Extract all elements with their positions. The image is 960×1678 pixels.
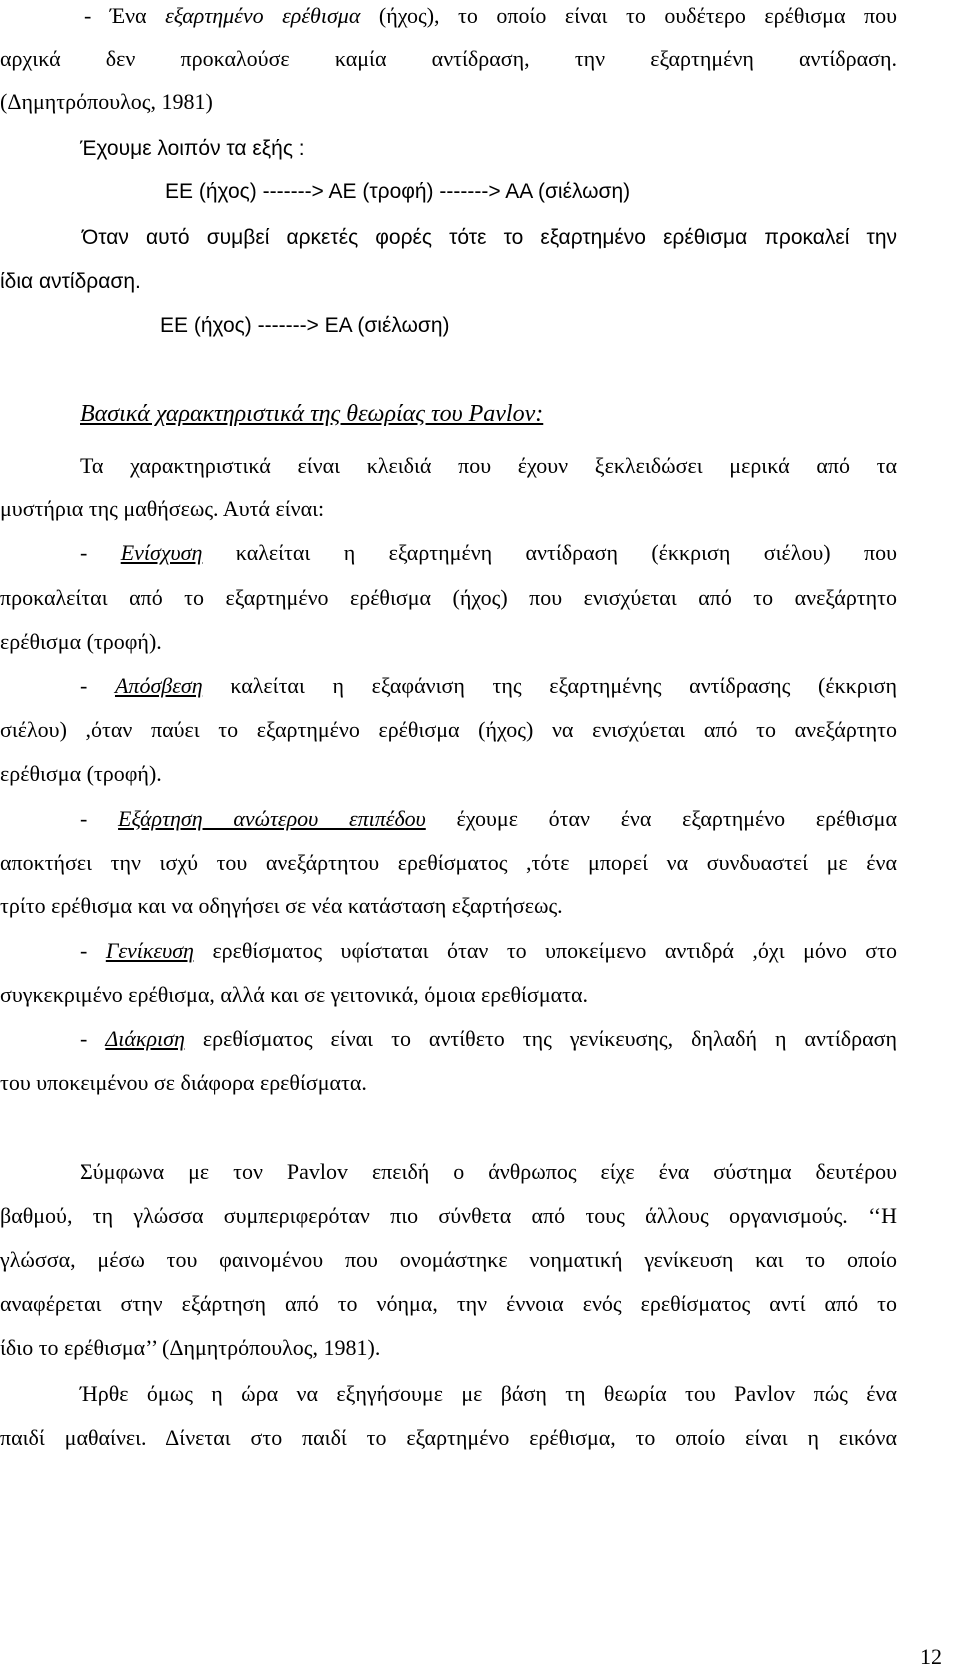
text-line: γλώσσα, μέσω του φαινομένου που ονομάστηκε νοηματική γενίκευση και το οποίο bbox=[0, 1247, 897, 1272]
section-heading: Βασικά χαρακτηριστικά της θεωρίας του Pavlov: bbox=[80, 401, 544, 427]
text-line: Έχουμε λοιπόν τα εξής : bbox=[80, 137, 305, 160]
text-line: ίδιο το ερέθισμα’’ (Δημητρόπουλος, 1981). bbox=[0, 1335, 381, 1360]
formula-line: ΕΕ (ήχος) -------> ΕΑ (σιέλωση) bbox=[160, 314, 450, 337]
citation: (Δημητρόπουλος, 1981) bbox=[0, 89, 213, 114]
text-line: τρίτο ερέθισμα και να οδηγήσει σε νέα κατάσταση εξαρτήσεως. bbox=[0, 893, 563, 918]
text-line: αρχικά δεν προκαλούσε καμία αντίδραση, την εξαρτημένη αντίδραση. bbox=[0, 46, 897, 71]
text-line: - Ένα εξαρτημένο ερέθισμα (ήχος), το οποίο είναι το ουδέτερο ερέθισμα που bbox=[84, 3, 897, 28]
text-line: ερέθισμα (τροφή). bbox=[0, 629, 162, 654]
text-line: αναφέρεται στην εξάρτηση από το νόημα, την έννοια ενός ερεθίσματος αντί από το bbox=[0, 1291, 897, 1316]
text-line: Τα χαρακτηριστικά είναι κλειδιά που έχουν ξεκλειδώσει μερικά από τα bbox=[80, 453, 897, 478]
text-line: συγκεκριμένο ερέθισμα, αλλά και σε γειτονικά, όμοια ερεθίσματα. bbox=[0, 982, 589, 1007]
text-line: παιδί μαθαίνει. Δίνεται στο παιδί το εξαρτημένο ερέθισμα, το οποίο είναι η εικόνα bbox=[0, 1425, 897, 1450]
text-line: Σύμφωνα με τον Pavlov επειδή ο άνθρωπος είχε ένα σύστημα δευτέρου bbox=[80, 1159, 897, 1184]
text-line: βαθμού, τη γλώσσα συμπεριφερόταν πιο σύνθετα από τους άλλους οργανισμούς. ‘‘Η bbox=[0, 1203, 897, 1228]
text-line: του υποκειμένου σε διάφορα ερεθίσματα. bbox=[0, 1070, 367, 1095]
list-item-generalization: - Γενίκευση ερεθίσματος υφίσταται όταν το υποκείμενο αντιδρά ,όχι μόνο στο bbox=[80, 938, 898, 963]
text-line: ερέθισμα (τροφή). bbox=[0, 761, 162, 786]
text-line: σιέλου) ,όταν παύει το εξαρτημένο ερέθισμα (ήχος) να ενισχύεται από το ανεξάρτητο bbox=[0, 717, 897, 742]
list-item-reinforcement: - Ενίσχυση καλείται η εξαρτημένη αντίδραση (έκκριση σιέλου) που bbox=[80, 540, 898, 565]
text-line: προκαλείται από το εξαρτημένο ερέθισμα (ήχος) που ενισχύεται από το ανεξάρτητο bbox=[0, 585, 897, 610]
text-line: Όταν αυτό συμβεί αρκετές φορές τότε το εξαρτημένο ερέθισμα προκαλεί την bbox=[82, 226, 897, 249]
list-item-extinction: - Απόσβεση καλείται η εξαφάνιση της εξαρτημένης αντίδρασης (έκκριση bbox=[80, 673, 897, 698]
text-line: Ήρθε όμως η ώρα να εξηγήσουμε με βάση τη θεωρία του Pavlov πώς ένα bbox=[80, 1381, 897, 1406]
list-item-higher-order: - Εξάρτηση ανώτερου επιπέδου έχουμε όταν ένα εξαρτημένο ερέθισμα bbox=[80, 806, 897, 831]
list-item-discrimination: - Διάκριση ερεθίσματος είναι το αντίθετο της γενίκευσης, δηλαδή η αντίδραση bbox=[80, 1026, 897, 1051]
text-line: αποκτήσει την ισχύ του ανεξάρτητου ερεθίσματος ,τότε μπορεί να συνδυαστεί με ένα bbox=[0, 850, 897, 875]
formula-line: ΕΕ (ήχος) -------> ΑΕ (τροφή) -------> ΑΑ (σιέλωση) bbox=[165, 180, 631, 203]
text-line: μυστήρια της μαθήσεως. Αυτά είναι: bbox=[0, 496, 325, 521]
page-number: 12 bbox=[920, 1644, 942, 1669]
text-line: ίδια αντίδραση. bbox=[0, 270, 141, 293]
